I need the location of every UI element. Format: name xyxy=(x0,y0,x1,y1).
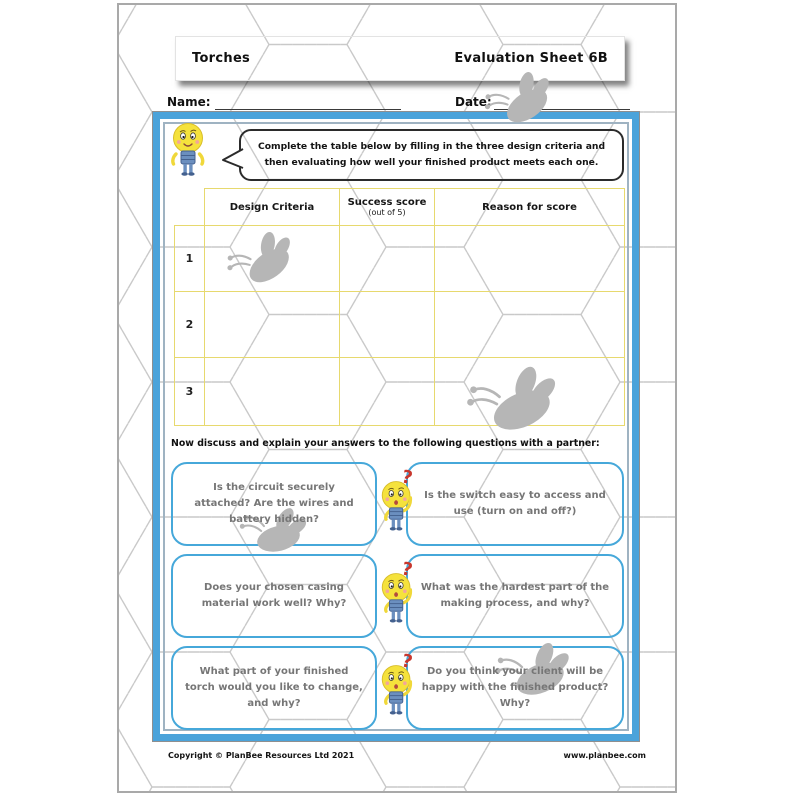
question-text-4: What was the hardest part of the making process, and why? xyxy=(420,582,610,609)
question-text-6: Do you think your client will be happy with the finished product? Why? xyxy=(421,666,609,709)
footer-copyright: Copyright © PlanBee Resources Ltd 2021 xyxy=(168,751,355,760)
question-text-3: Does your chosen casing material work well? Why? xyxy=(201,582,347,609)
speech-bubble xyxy=(239,129,624,181)
bee-watermark-icon-3 xyxy=(455,359,572,443)
design-criteria-header-label: Design Criteria xyxy=(229,201,315,213)
row-number-1: 1 xyxy=(175,226,205,292)
col-header-design-criteria xyxy=(205,189,340,226)
table-corner-cell xyxy=(175,189,205,226)
question-text-2: Is the switch easy to access and use (turn on and off?) xyxy=(424,490,606,517)
sheet-title: Evaluation Sheet 6B xyxy=(454,51,608,66)
question-mascot-icon-3 xyxy=(377,648,419,728)
worksheet-page xyxy=(117,3,677,793)
design-criteria-cell-2 xyxy=(205,292,340,358)
row-number-2: 2 xyxy=(175,292,205,358)
bee-watermark-icon-1 xyxy=(467,66,573,134)
question-text-1: Is the circuit securely attached? Are the wires and battery hidden? xyxy=(194,482,354,525)
success-score-subheader: (out of 5) xyxy=(368,208,406,217)
success-score-header-label: Success score xyxy=(347,197,427,208)
success-score-cell-1 xyxy=(340,226,435,292)
reason-header-label: Reason for score xyxy=(482,201,577,213)
row-number-3: 3 xyxy=(175,358,205,426)
question-row-2 xyxy=(171,554,624,638)
col-header-reason xyxy=(435,189,625,226)
question-text-5: What part of your finished torch would you like to change, and why? xyxy=(185,666,363,709)
success-score-cell-2 xyxy=(340,292,435,358)
reason-cell-1 xyxy=(435,226,625,292)
speech-bubble-tail xyxy=(220,146,244,172)
question-box-3 xyxy=(171,554,377,638)
question-box-4 xyxy=(406,554,624,638)
name-write-line xyxy=(215,93,401,110)
reason-cell-2 xyxy=(435,292,625,358)
date-label: Date: xyxy=(455,95,492,109)
design-criteria-cell-3 xyxy=(205,358,340,426)
question-box-2 xyxy=(406,462,624,546)
success-score-cell-3 xyxy=(340,358,435,426)
col-header-success-score xyxy=(340,189,435,226)
lightbulb-mascot-icon xyxy=(166,121,212,183)
speech-bubble-line-1: Complete the table below by filling in the three design criteria and xyxy=(257,140,606,152)
name-label: Name: xyxy=(167,95,211,109)
question-mascot-icon-2 xyxy=(377,556,419,636)
discussion-intro: Now discuss and explain your answers to the following questions with a partner: xyxy=(171,438,600,449)
footer-website: www.planbee.com xyxy=(563,751,646,760)
speech-bubble-line-2: then evaluating how well your finished product meets each one. xyxy=(264,157,599,168)
question-mascot-icon-1 xyxy=(377,464,419,544)
table-row-2 xyxy=(175,292,625,358)
unit-title: Torches xyxy=(192,51,251,66)
table-header-row xyxy=(175,189,625,226)
question-box-5 xyxy=(171,646,377,730)
bee-watermark-icon-2 xyxy=(218,226,305,295)
